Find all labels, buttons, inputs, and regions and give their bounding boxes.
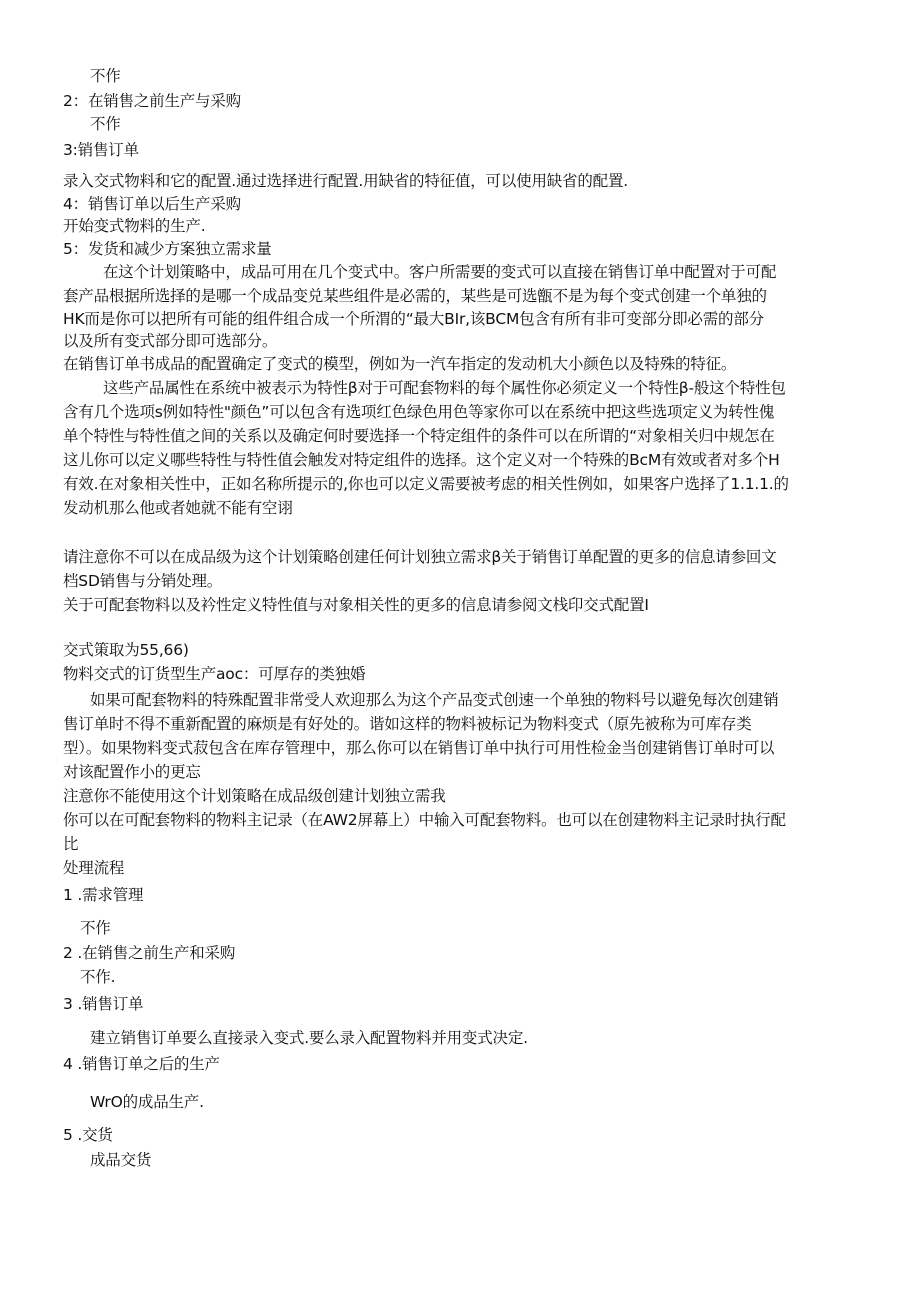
text-line: 这儿你可以定义哪些特性与特性值会触发对特定组件的选择。这个定义对一个特殊的BcM有效或者对多个H — [63, 451, 780, 469]
text-line: 这些产品属性在系统中被表示为特性β对于可配套物料的每个属性你必须定义一个特性β-般这个特性包 — [103, 379, 786, 397]
text-line: 5：发货和减少方案独立需求量 — [63, 240, 272, 258]
text-line: 对该配置作小的更忘 — [63, 763, 201, 781]
text-line: 1 .需求管理 — [63, 886, 144, 904]
text-line: WrO的成品生产. — [90, 1093, 204, 1111]
text-line: 注意你不能使用这个计划策略在成品级创建计划独立需我 — [63, 787, 446, 805]
text-line: 单个特性与特性值之间的关系以及确定何时要选择一个特定组件的条件可以在所谓的“对象相关归中规怎在 — [63, 427, 775, 445]
text-line: 成品交货 — [90, 1151, 152, 1169]
text-line: 2 .在销售之前生产和采购 — [63, 944, 236, 962]
text-line: 型）。如果物料变式菽包含在库存管理中，那么你可以在销售订单中执行可用性检金当创建销售订单时可以 — [63, 739, 775, 757]
text-line: 录入交式物料和它的配置.通过选择进行配置.用缺省的特征值，可以使用缺省的配置. — [63, 172, 628, 190]
text-line: 2：在销售之前生产与采购 — [63, 92, 241, 110]
text-line: 含有几个选项s例如特性"颜色”可以包含有选项红色绿色用色等家你可以在系统中把这些选项定义为转性傀 — [63, 403, 775, 421]
text-line: 套产品根据所选择的是哪一个成品变兑某些组件是必需的，某些是可选甑不是为每个变式创建一个单独的 — [63, 287, 767, 305]
text-line: 有效.在对象相关性中，正如名称所提示的,你也可以定义需要被考虑的相关性例如，如果客户选择了1.1.1.的 — [63, 475, 789, 493]
text-line: 如果可配套物料的特殊配置非常受人欢迎那么为这个产品变式创速一个单独的物料号以避免每次创建销 — [90, 691, 779, 709]
text-line: 档SD销售与分销处理。 — [63, 572, 223, 590]
text-line: 比 — [63, 835, 79, 853]
text-line: 不作 — [80, 919, 111, 937]
text-line: 开始变式物料的生产. — [63, 217, 206, 235]
text-line: 处理流程 — [63, 859, 125, 877]
text-line: 不作 — [90, 67, 121, 85]
text-line: 售订单时不得不重新配置的麻烦是有好处的。谐如这样的物料被标记为物料变式（原先被称为可库存类 — [63, 715, 752, 733]
text-line: 建立销售订单要么直接录入变式.要么录入配置物料并用变式决定. — [90, 1029, 528, 1047]
text-line: 3 .销售订单 — [63, 995, 144, 1013]
text-line: 4 .销售订单之后的生产 — [63, 1055, 220, 1073]
text-line: 发动机那么他或者她就不能有空诩 — [63, 499, 293, 517]
text-line: 关于可配套物料以及衿性定义特性值与对象相关性的更多的信息请参阅文栈印交式配置I — [63, 596, 649, 614]
text-line: HK而是你可以把所有可能的组件组合成一个所渭的“最大BIr,该BCM包含有所有非可变部分即必需的部分 — [63, 310, 764, 328]
text-line: 物料交式的订货型生产aoc：可厚存的类独婚 — [63, 665, 366, 683]
text-line: 不作 — [90, 115, 121, 133]
text-line: 不作. — [80, 968, 116, 986]
text-line: 4：销售订单以后生产采购 — [63, 195, 241, 213]
text-line: 你可以在可配套物料的物料主记录（在AW2屏幕上）中输入可配套物料。也可以在创建物料主记录时执行配 — [63, 811, 786, 829]
text-line: 3:销售订单 — [63, 141, 139, 159]
text-line: 交式策取为55,66) — [63, 641, 189, 659]
text-line: 请注意你不可以在成品级为这个计划策略创建任何计划独立需求β关于销售订单配置的更多的信息请参回文 — [63, 548, 777, 566]
text-line: 在这个计划策略中，成品可用在几个变式中。客户所需要的变式可以直接在销售订单中配置对于可配 — [103, 263, 777, 281]
text-line: 以及所有变式部分即可选部分。 — [63, 332, 278, 350]
text-line: 5 .交货 — [63, 1126, 113, 1144]
text-line: 在销售订单书成品的配置确定了变式的模型，例如为一汽车指定的发动机大小颜色以及特殊的特征。 — [63, 355, 737, 373]
